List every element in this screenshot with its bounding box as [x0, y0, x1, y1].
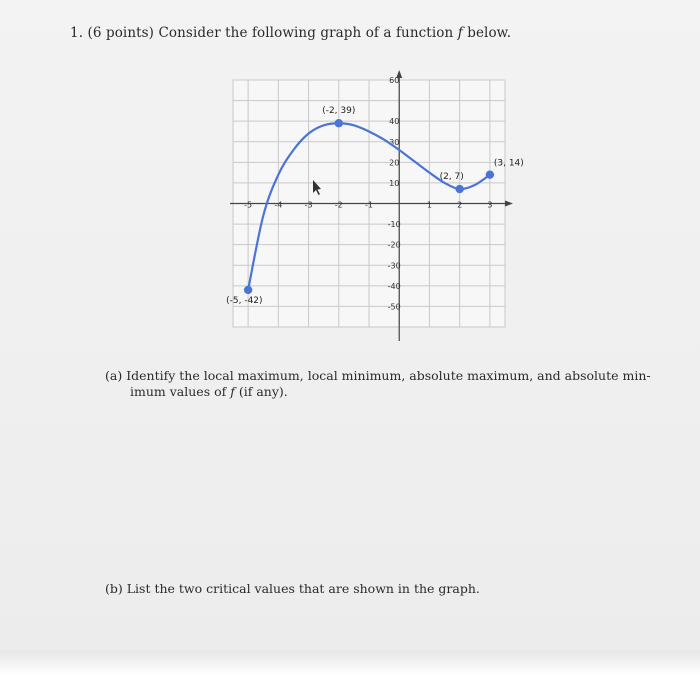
point-marker: [335, 119, 343, 127]
point-marker: [486, 170, 494, 178]
x-tick-label: -1: [365, 200, 373, 210]
part-a-text-line1: Identify the local maximum, local minimum, absolute maximum, and absolute min-: [126, 368, 651, 383]
part-a-text-line2: [105, 384, 665, 400]
question-prompt-end: below.: [467, 25, 512, 41]
part-a-label: (a): [105, 368, 123, 383]
point-marker: [455, 185, 463, 193]
part-b-label: (b): [105, 581, 123, 596]
y-tick-label: 20: [389, 158, 400, 168]
part-a-text-line2-start: imum values of: [130, 384, 227, 399]
point-label: (3, 14): [493, 158, 524, 169]
y-tick-label: 40: [389, 117, 400, 127]
x-tick-label: -2: [334, 200, 343, 210]
part-b-text: List the two critical values that are shown in the graph.: [126, 581, 480, 596]
y-tick-label: 10: [389, 178, 400, 188]
point-label: (-5, -42): [226, 295, 263, 306]
y-tick-label: -10: [387, 220, 401, 230]
point-label: (-2, 39): [322, 106, 356, 117]
question-prompt: Consider the following graph of a function: [158, 25, 454, 41]
part-a: [105, 368, 665, 400]
y-tick-label: -20: [387, 240, 401, 250]
part-b: [105, 581, 480, 596]
function-symbol-a: f: [230, 384, 235, 399]
y-tick-label: 30: [389, 137, 400, 147]
point-marker: [244, 286, 252, 294]
x-tick-label: -4: [274, 200, 283, 210]
y-tick-label: -50: [387, 302, 401, 312]
x-tick-label: 3: [487, 200, 493, 210]
y-tick-label: -40: [387, 281, 401, 291]
question-points: (6 points): [87, 25, 155, 41]
y-tick-label: -30: [387, 261, 401, 271]
x-axis-arrow-icon: [505, 201, 513, 207]
x-tick-label: 2: [457, 200, 463, 210]
x-tick-label: -3: [304, 200, 313, 210]
point-label: (2, 7): [439, 172, 464, 183]
x-tick-label: -5: [244, 200, 253, 210]
function-symbol: f: [457, 25, 463, 41]
part-a-text-line2-end: (if any).: [238, 384, 288, 399]
question-number: 1.: [70, 25, 84, 41]
y-tick-label: 60: [389, 76, 400, 85]
x-tick-label: 1: [426, 200, 432, 210]
